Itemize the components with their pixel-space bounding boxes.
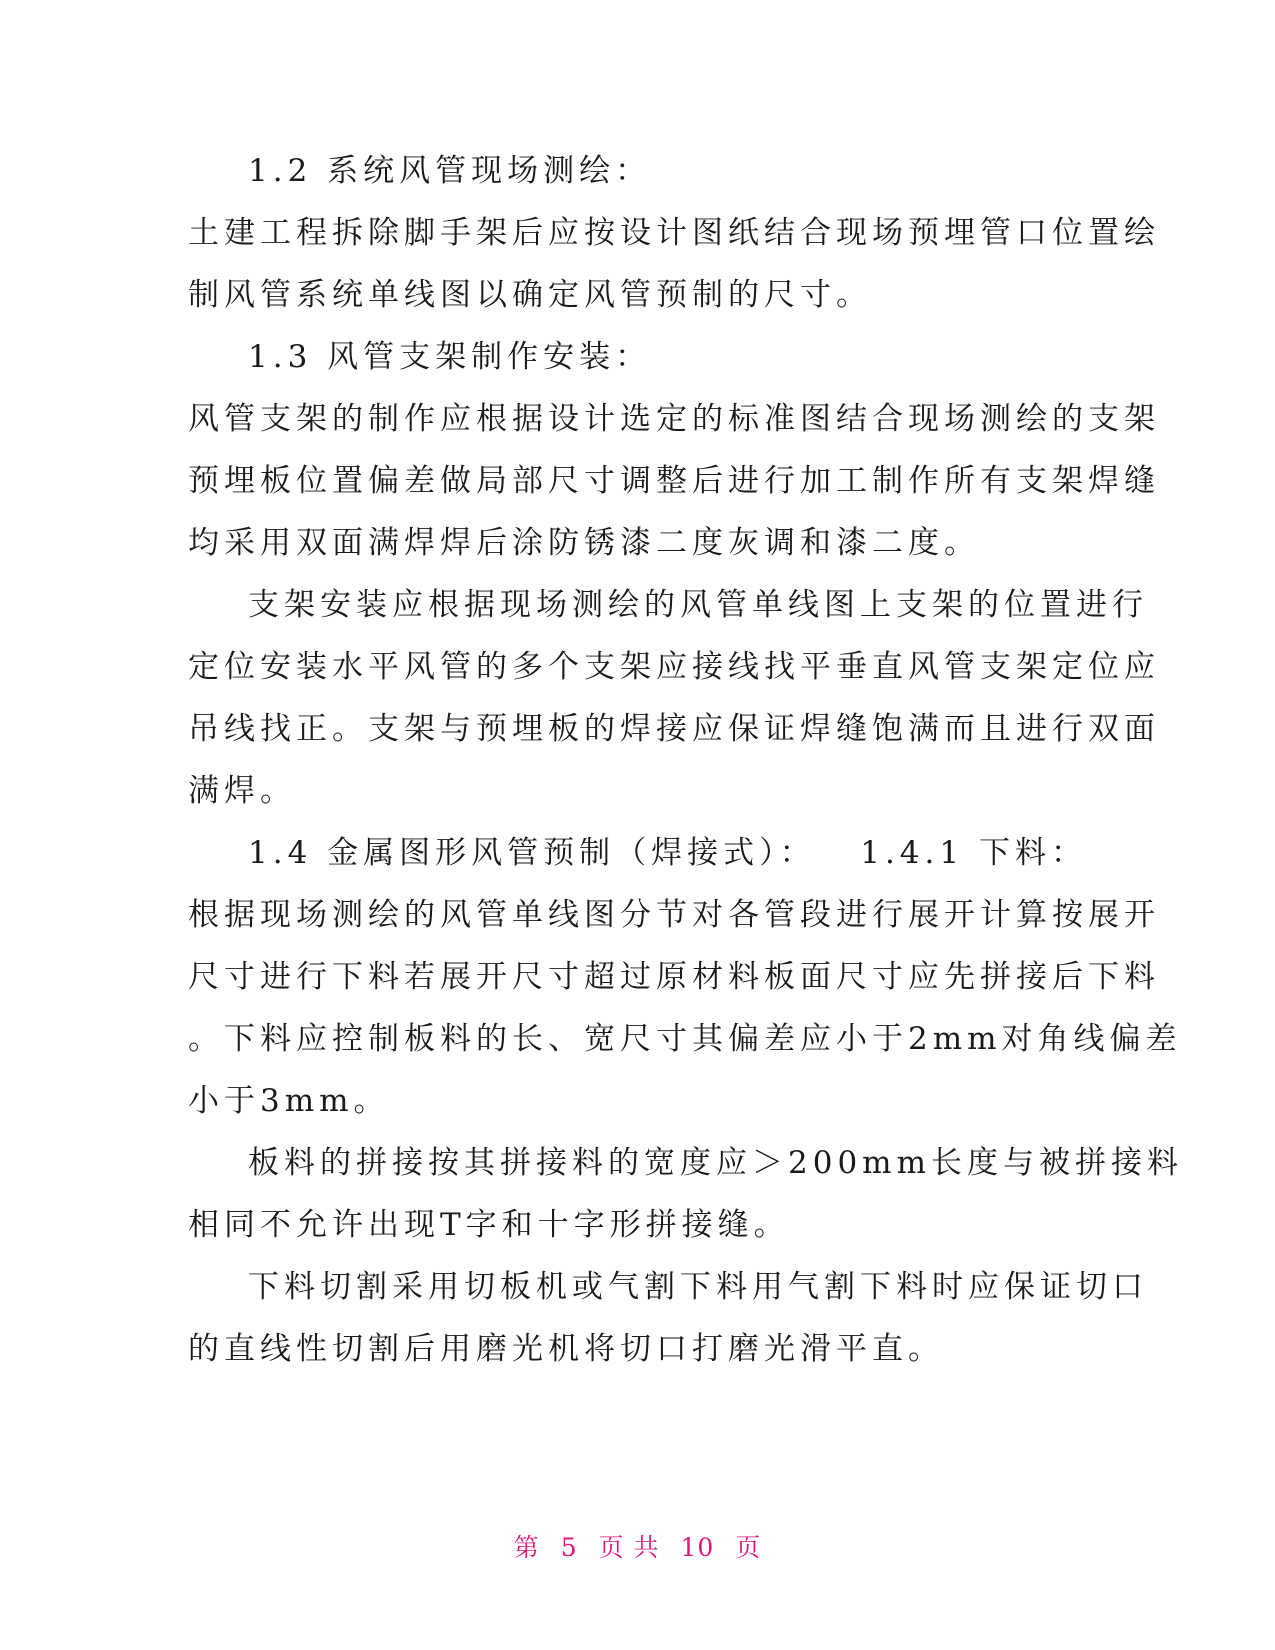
section-heading-1-4: 1.4 金属图形风管预制（焊接式）： 1.4.1 下料： [248,835,1087,871]
paragraph-line: 根据现场测绘的风管单线图分节对各管段进行展开计算按展开 [188,897,1160,933]
paragraph-line: 预埋板位置偏差做局部尺寸调整后进行加工制作所有支架焊缝 [188,463,1160,499]
paragraph-line: 满焊。 [188,773,296,809]
footer-suffix: 页 [735,1533,762,1562]
paragraph-line: 尺寸进行下料若展开尺寸超过原材料板面尺寸应先拼接后下料 [188,959,1160,995]
paragraph-line: 的直线性切割后用磨光机将切口打磨光滑平直。 [188,1331,944,1367]
paragraph-line: 相同不允许出现T字和十字形拼接缝。 [188,1207,790,1243]
footer-total-pages: 10 [680,1533,715,1562]
paragraph-line: 均采用双面满焊焊后涂防锈漆二度灰调和漆二度。 [188,525,980,561]
paragraph-line: 土建工程拆除脚手架后应按设计图纸结合现场预埋管口位置绘 [188,215,1160,251]
page-footer [0,1528,1275,1564]
section-heading-1-3: 1.3 风管支架制作安装： [248,339,652,375]
paragraph-line: 。下料应控制板料的长、宽尺寸其偏差应小于2mm对角线偏差 [188,1021,1182,1057]
document-body [188,140,1183,1380]
footer-middle: 页 共 [598,1533,660,1562]
paragraph-line: 风管支架的制作应根据设计选定的标准图结合现场测绘的支架 [188,401,1160,437]
paragraph-line: 定位安装水平风管的多个支架应接线找平垂直风管支架定位应 [188,649,1160,685]
paragraph-line: 制风管系统单线图以确定风管预制的尺寸。 [188,277,872,313]
section-heading-1-2: 1.2 系统风管现场测绘： [248,153,652,189]
paragraph-line: 吊线找正。支架与预埋板的焊接应保证焊缝饱满而且进行双面 [188,711,1160,747]
footer-page-number: 5 [560,1533,578,1562]
paragraph-line: 板料的拼接按其拼接料的宽度应＞200mm长度与被拼接料 [248,1145,1183,1181]
paragraph-line: 支架安装应根据现场测绘的风管单线图上支架的位置进行 [248,587,1148,623]
paragraph-line: 小于3mm。 [188,1083,390,1119]
paragraph-line: 下料切割采用切板机或气割下料用气割下料时应保证切口 [248,1269,1148,1305]
footer-prefix: 第 [513,1533,540,1562]
